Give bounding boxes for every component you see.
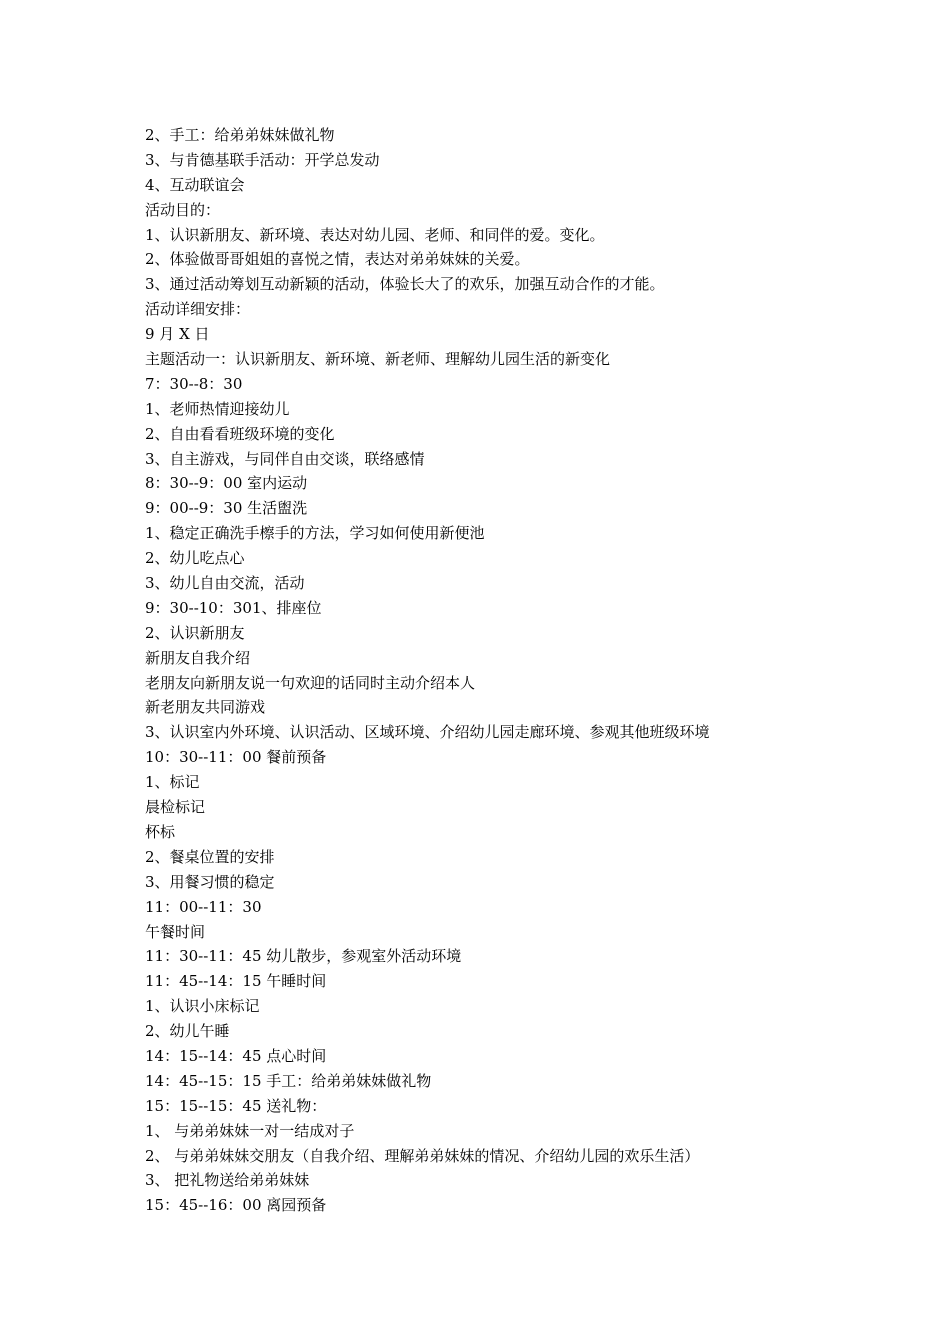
time-line: 8：30--9：00 室内运动 [145, 474, 308, 493]
time-line: 11：00--11：30 [145, 897, 262, 916]
text-line: 2、体验做哥哥姐姐的喜悦之情，表达对弟弟妹妹的关爱。 [145, 250, 530, 269]
text-line: 3、用餐习惯的稳定 [145, 872, 275, 891]
text-line: 3、通过活动筹划互动新颖的活动，体验长大了的欢乐，加强互动合作的才能。 [145, 275, 665, 294]
section-heading: 活动详细安排： [145, 300, 251, 319]
text-line: 1、稳定正确洗手檫手的方法，学习如何使用新便池 [145, 524, 485, 543]
text-line: 午餐时间 [145, 922, 206, 941]
text-line: 3、认识室内外环境、认识活动、区域环境、介绍幼儿园走廊环境、参观其他班级环境 [145, 723, 710, 742]
text-line: 2、自由看看班级环境的变化 [145, 424, 335, 443]
text-line: 晨检标记 [145, 798, 206, 817]
document-page [145, 123, 915, 1218]
text-line: 老朋友向新朋友说一句欢迎的话同时主动介绍本人 [145, 673, 476, 692]
text-line: 3、与肯德基联手活动：开学总发动 [145, 150, 380, 169]
theme-heading: 主题活动一：认识新朋友、新环境、新老师、理解幼儿园生活的新变化 [145, 350, 611, 369]
text-line: 4、互动联谊会 [145, 175, 245, 194]
text-line: 新老朋友共同游戏 [145, 698, 266, 717]
time-line: 14：45--15：15 手工：给弟弟妹妹做礼物 [145, 1071, 432, 1090]
text-line: 2、幼儿午睡 [145, 1022, 230, 1041]
time-line: 9：00--9：30 生活盥洗 [145, 499, 308, 518]
text-line: 3、 把礼物送给弟弟妹妹 [145, 1171, 310, 1190]
text-line: 2、手工：给弟弟妹妹做礼物 [145, 126, 335, 144]
time-line: 11：45--14：15 午睡时间 [145, 972, 327, 991]
section-heading: 活动目的： [145, 200, 221, 219]
time-line: 15：15--15：45 送礼物： [145, 1096, 327, 1115]
time-line: 9：30--10：301、排座位 [145, 598, 322, 617]
time-line: 15：45--16：00 离园预备 [145, 1196, 327, 1215]
time-line: 7：30--8：30 [145, 374, 243, 393]
text-line: 1、老师热情迎接幼儿 [145, 399, 290, 418]
text-line: 3、幼儿自由交流，活动 [145, 574, 305, 593]
text-line: 2、认识新朋友 [145, 623, 245, 642]
text-line: 2、幼儿吃点心 [145, 549, 245, 568]
text-line: 2、 与弟弟妹妹交朋友（自我介绍、理解弟弟妹妹的情况、介绍幼儿园的欢乐生活） [145, 1146, 700, 1165]
date-line: 9 月 X 日 [145, 325, 210, 344]
text-line: 1、标记 [145, 773, 200, 792]
time-line: 14：15--14：45 点心时间 [145, 1046, 327, 1065]
text-line: 1、认识新朋友、新环境、表达对幼儿园、老师、和同伴的爱。变化。 [145, 225, 605, 244]
text-line: 1、认识小床标记 [145, 997, 260, 1016]
text-line: 1、 与弟弟妹妹一对一结成对子 [145, 1121, 355, 1140]
time-line: 10：30--11：00 餐前预备 [145, 748, 327, 767]
time-line: 11：30--11：45 幼儿散步，参观室外活动环境 [145, 947, 462, 966]
text-line: 杯标 [145, 822, 176, 841]
text-line: 3、自主游戏，与同伴自由交谈，联络感情 [145, 449, 425, 468]
text-line: 新朋友自我介绍 [145, 648, 251, 667]
text-line: 2、餐桌位置的安排 [145, 847, 275, 866]
